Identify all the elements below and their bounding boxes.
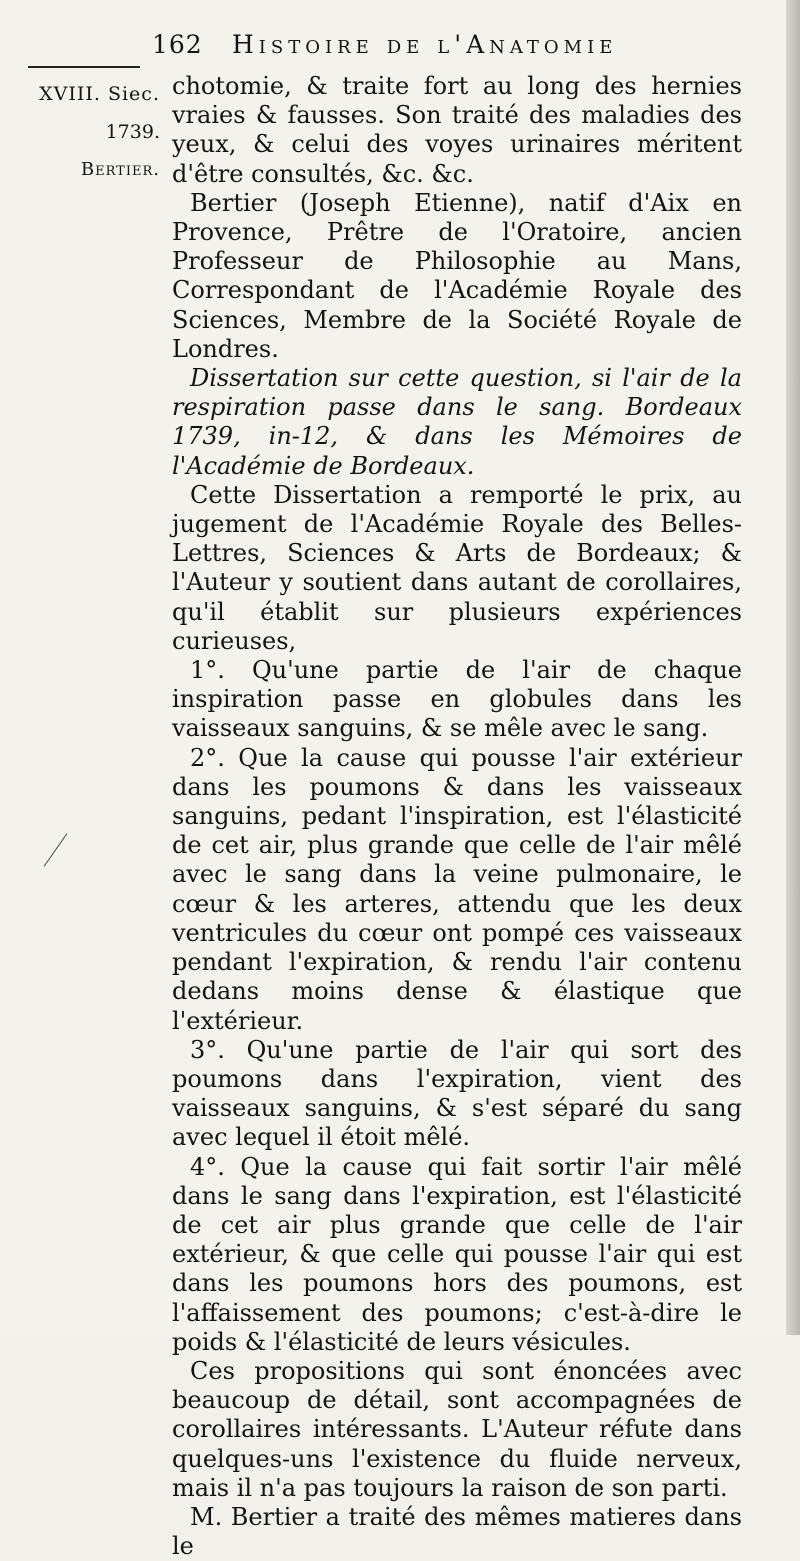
margin-note-author: Bertier. [80, 159, 160, 180]
margin-rule [28, 66, 140, 68]
page-header [140, 30, 790, 66]
ink-mark [44, 833, 68, 866]
page-number: 162 [152, 30, 203, 59]
paragraph-proposition-3: 3°. Qu'une partie de l'air qui sort des poumons dans l'expiration, vient des vaisseaux sanguins, & s'est séparé du sang avec lequel il étoit mêlé. [172, 1035, 742, 1152]
paragraph-author-bio: Bertier (Joseph Etienne), natif d'Aix en Provence, Prêtre de l'Oratoire, ancien Professeur de Philosophie au Mans, Correspondant de l'Académie Royale des Sciences, Membre de la Société Royale de Londres. [172, 188, 742, 363]
paragraph-proposition-1: 1°. Qu'une partie de l'air de chaque inspiration passe en globules dans les vaisseaux sanguins, & se mêle avec le sang. [172, 656, 742, 743]
margin-note-year: 1739. [105, 121, 160, 143]
running-head: Histoire de l'Anatomie [232, 30, 618, 59]
page-edge-shadow [786, 0, 800, 1335]
paragraph-dissertation: Cette Dissertation a remporté le prix, au jugement de l'Académie Royale des Belles-Lettres, Sciences & Arts de Bordeaux; & l'Auteur y soutient dans autant de corollaires, qu'il établit sur plusieurs expériences curieuses, [172, 480, 742, 655]
paragraph-continuation: chotomie, & traite fort au long des hernies vraies & fausses. Son traité des maladies des yeux, & celui des voyes urinaires méritent d'être consultés, &c. &c. [172, 72, 742, 188]
paragraph-proposition-2: 2°. Que la cause qui pousse l'air extérieur dans les poumons & dans les vaisseaux sanguins, pedant l'inspiration, est l'élasticité de cet air, plus grande que celle de l'air mêlé avec le sang dans la veine pulmonaire, le cœur & les arteres, attendu que les deux ventricules du cœur ont pompé ces vaisseaux pendant l'expiration, & rendu l'air contenu dedans moins dense & élastique que l'extérieur. [172, 743, 742, 1035]
paragraph-final: M. Bertier a traité des mêmes matieres dans le [172, 1502, 742, 1561]
paragraph-proposition-4: 4°. Que la cause qui fait sortir l'air mêlé dans le sang dans l'expiration, est l'élasticité de cet air plus grande que celle de l'air extérieur, & que celle qui pousse l'air qui est dans les poumons hors des poumons, est l'affaissement des poumons; c'est-à-dire le poids & l'élasticité de leurs vésicules. [172, 1152, 742, 1356]
margin-note-century: XVIII. Siec. [39, 83, 160, 105]
paragraph-summary: Ces propositions qui sont énoncées avec beaucoup de détail, sont accompagnées de corollaires intéressants. L'Auteur réfute dans quelques-uns l'existence du fluide nerveux, mais il n'a pas toujours la raison de son parti. [172, 1356, 742, 1502]
paragraph-work-title: Dissertation sur cette question, si l'air de la respiration passe dans le sang. Bordeaux 1739, in-12, & dans les Mémoires de l'Académie de Bordeaux. [172, 364, 742, 480]
main-text [172, 72, 742, 1561]
